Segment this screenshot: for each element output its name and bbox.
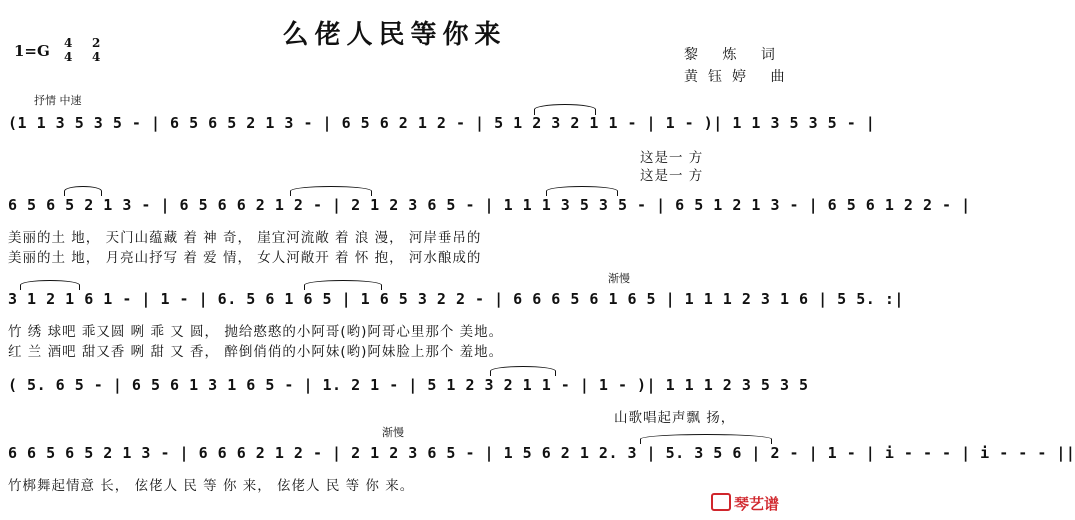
slur-mark bbox=[20, 280, 80, 290]
lyric-row-2-verse-2: 美丽的土 地， 月亮山抒写 着 爱 情， 女人河敞开 着 怀 抱， 河水酿成的 bbox=[8, 250, 482, 266]
meter-denominator: 4 bbox=[64, 50, 73, 64]
lyric-row-1-verse-2: 这是一 方 bbox=[640, 168, 704, 184]
slur-mark bbox=[490, 366, 556, 376]
slur-mark bbox=[304, 280, 382, 290]
notation-row-5: 6 6 5 6 5 2 1 3 - | 6 6 6 2 1 2 - | 2 1 2 3 6 5 - | 1 5 6 2 1 2. 3 | 5. 3 5 6 | 2 - | 1 - | i - - - | i - - - || bbox=[8, 444, 1075, 462]
slur-mark bbox=[546, 186, 618, 196]
lyricist-credit: 黎 炼 词 bbox=[684, 47, 785, 63]
notation-row-4: ( 5. 6 5 - | 6 5 6 1 3 1 6 5 - | 1. 2 1 - | 5 1 2 3 2 1 1 - | 1 - )| 1 1 1 2 3 5 3 5 bbox=[8, 376, 809, 394]
logo-icon bbox=[711, 493, 731, 511]
time-signature-2-4 bbox=[92, 36, 100, 64]
composer-credit: 黄钰婷 曲 bbox=[684, 69, 795, 85]
slur-mark bbox=[64, 186, 102, 196]
tempo-marking: 渐慢 bbox=[608, 272, 630, 285]
site-logo bbox=[711, 493, 779, 514]
song-title: 么佬人民等你来 bbox=[282, 20, 507, 50]
slur-mark bbox=[640, 434, 772, 444]
lyric-row-3-verse-2: 红 兰 酒吧 甜又香 咧 甜 又 香， 醉倒俏俏的小阿妹(哟)阿妹脸上那个 羞地。 bbox=[8, 344, 504, 360]
key-signature: 1=G bbox=[14, 42, 50, 60]
lyric-row-3-verse-1: 竹 绣 球吧 乖又圆 咧 乖 又 圆， 抛给憨憨的小阿哥(哟)阿哥心里那个 美地。 bbox=[8, 324, 504, 340]
notation-row-2: 6 5 6 5 2 1 3 - | 6 5 6 6 2 1 2 - | 2 1 2 3 6 5 - | 1 1 1 3 5 3 5 - | 6 5 1 2 1 3 - | 6 5 6 1 2 2 - | bbox=[8, 196, 971, 214]
slur-mark bbox=[290, 186, 372, 196]
notation-row-1: (1 1 3 5 3 5 - | 6 5 6 5 2 1 3 - | 6 5 6 2 1 2 - | 5 1 2 3 2 1 1 - | 1 - )| 1 1 3 5 3 5 - | bbox=[8, 114, 876, 132]
lyric-row-2-verse-1: 美丽的土 地， 天门山蕴藏 着 神 奇， 崖宜河流敞 着 浪 漫， 河岸垂吊的 bbox=[8, 230, 482, 246]
lyric-row-1-verse-1: 这是一 方 bbox=[640, 150, 704, 166]
logo-text: 琴艺谱 bbox=[733, 495, 779, 513]
lyric-row-4-verse-1: 山歌唱起声飘 扬， bbox=[614, 410, 736, 426]
tempo-marking: 渐慢 bbox=[382, 426, 404, 439]
meter-denominator: 4 bbox=[92, 50, 101, 64]
meter-numerator: 4 bbox=[64, 36, 73, 50]
slur-mark bbox=[534, 104, 596, 115]
time-signature-4-4 bbox=[64, 36, 72, 64]
notation-row-3: 3 1 2 1 6 1 - | 1 - | 6. 5 6 1 6 5 | 1 6 5 3 2 2 - | 6 6 6 5 6 1 6 5 | 1 1 1 2 3 1 6 | 5 5. :| bbox=[8, 290, 904, 308]
tempo-marking: 抒情 中速 bbox=[34, 94, 82, 107]
meter-numerator: 2 bbox=[92, 36, 101, 50]
lyric-row-5-verse-1: 竹梆舞起情意 长， 伭佬人 民 等 你 来， 伭佬人 民 等 你 来。 bbox=[8, 478, 415, 494]
